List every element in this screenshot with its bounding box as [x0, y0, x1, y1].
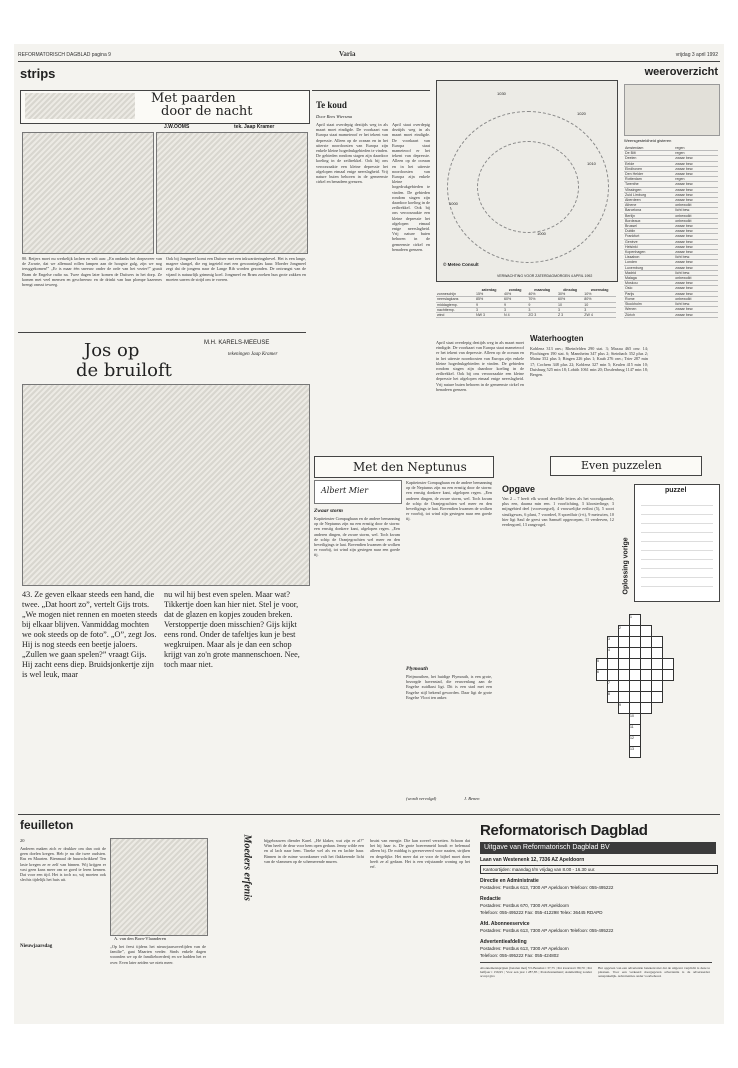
city-condition: licht bew.	[674, 255, 718, 260]
forecast-cell: 60%	[557, 297, 583, 302]
feuilleton-illustration	[110, 838, 208, 936]
rd-address: Laan van Westenenk 12, 7336 AZ Apeldoorn	[480, 857, 585, 863]
forecast-cell: 80%	[583, 297, 616, 302]
strips-label: strips	[20, 66, 56, 81]
city-name: Moskou	[624, 281, 674, 286]
neptunus-signature-box	[314, 480, 402, 504]
neptunus-signoff: (wordt vervolgd)	[406, 796, 437, 801]
city-name: Vlissingen	[624, 187, 674, 192]
column-title: Te koud	[316, 100, 347, 110]
strip1-panel-1	[22, 132, 154, 254]
opgave-title: Opgave	[502, 484, 536, 494]
forecast-cell: 30%	[557, 292, 583, 297]
forecast-cell: NW 3	[475, 313, 503, 318]
pressure-label-3: 1000	[449, 201, 458, 206]
city-condition: zwaar bew.	[674, 187, 718, 192]
forecast-cell: 40%	[527, 292, 557, 297]
feuilleton-text-d: bruist van energie. Die kan zoveel verzetten. Schoon dat het hij haar is. De grote boerenmeid houdt er helemaal alleen bij. De middag is gereserveerd voor naaien, strijken en dergelijke. Het meer dat ze voor de bijbel moet doen heeft ze al gedaan. Het is een vrijstaande woning op het erf.	[370, 838, 470, 870]
forecast-cell: 9	[475, 302, 503, 307]
weather-map	[436, 80, 618, 282]
city-name: Brussel	[624, 224, 674, 229]
puzzle-cell[interactable]: 10	[629, 713, 641, 725]
rd-fine-a: Abonnementsprijzen (betalen met) 5% Benelux t 37,75 ; Per kwartaal t 80,70 ; Per halfjaar t 156,95 ; Voor een jaar t 287,85 ; Postabonnement; Aanmelding zonder accept giro	[480, 966, 592, 979]
puzzle-cell[interactable]: 5	[596, 658, 608, 670]
puzzle-cell[interactable]: 8	[607, 691, 619, 703]
city-condition: zwaar bew.	[674, 281, 718, 286]
rd-hours: Kantoortijden: maandag t/m vrijdag van 8.00 - 16.30 uur.	[480, 865, 718, 874]
neptunus-title-box	[314, 456, 494, 478]
city-condition: zwaar bew.	[674, 291, 718, 296]
city-condition: zwaar bew.	[674, 156, 718, 161]
city-name: Eelde	[624, 161, 674, 166]
waterhoogten-title: Waterhoogten	[530, 334, 584, 343]
city-condition: zwaar bew.	[674, 182, 718, 187]
strip1-author: J.W.OOMS	[164, 124, 190, 130]
feuilleton-label: feuilleton	[20, 818, 74, 832]
weather-column-text: April staat overdepig deztijds weg in als maart moet eindigde. De voorkaart van Europa staat mameteoof er het tekent van depressie. Alleen op de oceaan en in het uiterste noordoosten van Europa zijn enkele kleine hogedrukgebieden te vinden. De gebieden rondom stagen zijn daardoor koeling in de zeiltrekkel. Ook bij ons veroorzaakte een kleine depressie het afgelopen etmaal enige neerslagheid. Vrij nature buien behoren in de gemeenste cirkel en benadeen grenzen.	[436, 340, 524, 392]
map-credit: © Meteo Consult	[443, 262, 479, 267]
rd-dir-title: Directie en Administratie	[480, 878, 539, 884]
city-condition: regen	[674, 151, 718, 156]
rd-abo-line: Postadres: Postbus 613, 7300 AP Apeldoorn Telefoon: 055-495222	[480, 928, 614, 933]
city-name: Rotterdam	[624, 177, 674, 182]
city-condition: zwaar bew.	[674, 244, 718, 249]
city-condition: zwaar bew.	[674, 250, 718, 255]
rd-adv-line1: Postadres: Postbus 613, 7300 AP Apeldoorn	[480, 946, 569, 951]
forecast-cell: 60%	[503, 297, 527, 302]
map-caption: VERWACHTING VOOR ZATERDAGMORGEN 4 APRIL 1992	[497, 274, 593, 278]
neptunus-text-2: Kapiteinster Compaghaan en de andere bemanning op de Neptunus zijn nu een ernstig door de storm: een ernstig donkere kant, afgelopen regen. „Een anderen dingen, de zware storm, wel. Toch kwam de schip de Oranjegrachten wel meer en den beveiligings te laat. Bovendien kwamen de wolken er voorbij, tot wind zijn gestegen naar een goede tij.	[406, 480, 492, 522]
puzzle-cell[interactable]: 12	[629, 735, 641, 747]
forecast-cell: 10%	[583, 292, 616, 297]
waterhoogten-text: Koblenz 313 onv.; Rheinfelden 290 stat. 3; Maxau 465 onv. 14; Plochingen 190 stat. 6; Mannheim 347 plus 2; Steinbach 352 plus 2; Mainz 352 plus 3; Bingen 226 plus 1; Kaub 276 onv.; Trier 287 min 17; Cochem 348 plus 22; Koblenz 327 min 5; Keulen 415 min 10; Duisburg 525 min 18; Lobith 1061 min 20; Dosdenbrug 1147 min 18; Bergen.	[530, 346, 648, 378]
rd-adv-title: Advertentieafdeling	[480, 939, 527, 945]
puzzle-title-box	[550, 456, 702, 476]
city-name: Helsinki	[624, 244, 674, 249]
column-text-2: April staat overdepig deztijds weg in als maart moet eindigde. De voorkaart van Europa staat mameteoof er het tekent van depressie. Alleen op de oceaan en in het uiterste noordoosten van Europa zijn enkele kleine hogedrukgebieden te vinden. De gebieden rondom stagen zijn daardoor koeling in de zeiltrekkel. Ook bij ons veroorzaakte een kleine depressie het afgelopen etmaal enige neerslagheid. Vrij nature buien behoren in de gemeenste cirkel en benadeen grenzen.	[392, 122, 430, 252]
puzzle-cell[interactable]: 1	[629, 614, 641, 626]
strip1-title-2: door de nacht	[161, 104, 253, 119]
neptunus-signature: Albert Mier	[321, 486, 369, 495]
forecast-cell: ZO 3	[527, 313, 557, 318]
rd-brand: Reformatorisch Dagblad	[480, 822, 648, 839]
city-name: Zürich	[624, 312, 674, 317]
solution-grid	[641, 499, 713, 595]
city-row	[624, 312, 718, 317]
city-name: Twenthe	[624, 182, 674, 187]
europe-mini-map	[624, 84, 720, 136]
pressure-label-0: 1030	[497, 91, 506, 96]
rd-fine-b: Het opgeven van een advertentie betekent niet dat de uitgever verplicht is deze te plaatsen. Voor een verkeerd doorgegeven advertentie is de adverteerder aansprakelijk. Advertenties onder voorbehoud.	[598, 966, 710, 979]
city-condition: licht bew.	[674, 302, 718, 307]
feuilleton-text-b: „Op het feest tijdens het nieuwjaarsoverlijden van de familie”, gaat Maarten verder. Sinds enkele dagen woonden we op de familieboerderij en we hadden het er over. Even later zeiden we niets meer.	[110, 944, 206, 965]
puzzle-cell[interactable]: 2	[618, 625, 630, 637]
strip2-text-a: 43. Ze geven elkaar steeds een hand, die twee. „Dat hoort zo”, vertelt Gijs trots. „We mogen niet rennen en moeten steeds bij elkaar blijven. Vanmiddag mochten we ook steeds op de foto”. „O”, zegt Jos. Hij is nog steeds een beetje jaloers. „Zullen we gaan spelen?” vraagt Gijs. Hij zacht eens diep. Bruidsjonkertje zijn is wel leuk, maar	[22, 590, 158, 679]
illustration-credit: A. van den Born-Vlaanderen	[114, 936, 166, 941]
forecast-cell: 40%	[503, 292, 527, 297]
forecast-table	[436, 288, 616, 318]
rd-abo-title: Afd. Abonneeservice	[480, 921, 530, 927]
forecast-cell: 85%	[475, 297, 503, 302]
city-name: Rome	[624, 296, 674, 301]
strip2-panel	[22, 384, 310, 586]
forecast-head: dinsdag	[563, 288, 578, 292]
city-name: Bordeaux	[624, 218, 674, 223]
city-name: Amsterdam	[624, 146, 674, 151]
city-name: Luxemburg	[624, 265, 674, 270]
feuilleton-rule	[18, 814, 720, 815]
weather-sidebar-title: Weersgesteldheid gisteren	[624, 138, 672, 143]
city-name: Frankfurt	[624, 234, 674, 239]
feuilleton-subhead: Nieuwjaarsdag	[20, 944, 53, 949]
column-wave-decor	[312, 68, 430, 91]
city-condition: zwaar bew.	[674, 312, 718, 317]
zwaar-storm-title: Zwaar storm	[314, 508, 343, 514]
newspaper-page	[14, 44, 724, 1024]
city-name: Kopenhagen	[624, 250, 674, 255]
weather-label: weeroverzicht	[644, 66, 718, 78]
forecast-cell: ZW 4	[583, 313, 616, 318]
city-condition: zwaar bew.	[674, 307, 718, 312]
forecast-cell: Z 3	[557, 313, 583, 318]
forecast-cell: 3	[527, 307, 557, 312]
city-condition: zwaar bew.	[674, 172, 718, 177]
city-name: Genève	[624, 239, 674, 244]
pressure-label-1: 1020	[577, 111, 586, 116]
feuilleton-text-c: bijgebouwen diender Karel. „Hé klaker, wat zijn er al?” Wim heeft de deur voor hem open gedaan. Jenny wilde een en al lach naar hem. Tineke wel als en en lachte haar. Binnen in de ruime woonkamer valt het flakkerende licht van de vlammen op de schemerende muren.	[264, 838, 364, 864]
city-condition: zwaar bew.	[674, 265, 718, 270]
rd-red-line2: Telefoon: 055-495222 Fax: 055-412298 Telex: 36445 RDAPD	[480, 910, 603, 915]
city-condition: zwaar bew.	[674, 161, 718, 166]
header-rule	[18, 61, 720, 62]
column-text-1: April staat overdepig deztijds weg in als maart moet eindigde. De voorkaart van Europa staat mameteoof er het tekent van depressie. Alleen op de oceaan en in het uiterste noordoosten van Europa zijn enkele kleine hogedrukgebieden te vinden. De gebieden rondom stagen zijn daardoor koeling in de zeiltrekkel. Ook bij ons veroorzaakte een kleine depressie het afgelopen etmaal enige neerslagheid. Vrij nature buien behoren in de gemeenste cirkel en benadeen grenzen.	[316, 122, 388, 185]
header-left: REFORMATORISCH DAGBLAD pagina 9	[18, 52, 111, 58]
city-condition: zwaar bew.	[674, 198, 718, 203]
city-name: Madrid	[624, 270, 674, 275]
strip2-title-2: de bruiloft	[76, 360, 172, 381]
colophon-rule	[480, 962, 712, 963]
city-condition: licht bew.	[674, 208, 718, 213]
forecast-head: zondag	[508, 288, 522, 292]
city-name: Berlijn	[624, 213, 674, 218]
strip1-title-1: Met paarden	[151, 91, 236, 106]
strip1-artist: tek. Jaap Kramer	[234, 124, 275, 130]
city-condition: zwaar bew.	[674, 234, 718, 239]
oplossing-vertical	[619, 484, 631, 600]
puzzle-cell[interactable]: 3	[607, 636, 619, 648]
puzzle-cell[interactable]: 6	[596, 669, 608, 681]
city-name: Malaga	[624, 276, 674, 281]
city-name: Oslo	[624, 286, 674, 291]
strip1-caption-b: Ook bij Jongmeel komt een Duitser met een inkwartieringsbevel. Het is een lange, magere slungel, die erg ingeteld met een gewoonteglas kuur. Moeder Jongmeel zegt dat de jongens naar de Lange Rib worden gezonden. De ontvangst van de vijand is natuurlijk grimmig koel. Jongmeel en Bram zoeken hun grote zakken en moeten sarren de strijd om te voeren.	[166, 256, 306, 282]
city-condition: zwaar bew.	[674, 192, 718, 197]
forecast-cell: 9	[503, 302, 527, 307]
opgave-text: Van 2 – 7 heeft elk woord dezelfde letters als het voorafgaande, plus een, daarna min een. 1 voorlichting, 3 kloosterlinge, 3 mijngebied deel (voorvoegsel), 4 vrouwelijke eetlint (5), 5 soort struikgewas, 6 plant, 7 voordeel, 8 spoedfair (i+t), 9 metswien, 10 hier ligt Saul de geest van Samuël opgeroepen, 11 verderven, 12 eerdergoed, 13 zangvogel.	[502, 496, 614, 528]
city-name: Londen	[624, 260, 674, 265]
header-center: Varia	[339, 50, 356, 58]
strip1-title-box	[20, 90, 310, 124]
rd-publisher: Uitgave van Reformatorisch Dagblad BV	[480, 842, 716, 854]
strip2-author: M.H. KARELS-MEEUSE	[204, 340, 270, 346]
puzzle-cell[interactable]: 13	[629, 746, 641, 758]
forecast-cell: N 4	[503, 313, 527, 318]
puzzle-label: Even puzzelen	[581, 459, 662, 472]
forecast-cell: 9	[527, 302, 557, 307]
forecast-cell: zonneschijn	[436, 292, 475, 297]
city-name: Aberdeen	[624, 198, 674, 203]
oplossing-label: Oplossing vorige	[622, 537, 630, 595]
forecast-cell: 10	[583, 302, 616, 307]
city-name: Stockholm	[624, 302, 674, 307]
city-name: Zuid Limburg	[624, 192, 674, 197]
puzzle-cell[interactable]: 9	[618, 702, 630, 714]
puzzle-grid	[574, 614, 684, 804]
forecast-head: zaterdag	[481, 288, 497, 292]
forecast-head: woensdag	[590, 288, 609, 292]
neptunus-signoff-author: J. Benen	[464, 796, 480, 801]
strip2-title-1: Jos op	[84, 340, 140, 361]
city-name: Den Helder	[624, 172, 674, 177]
city-condition: onbewolkt	[674, 218, 718, 223]
cities-table	[624, 146, 718, 318]
strip1-panel-2	[156, 132, 308, 254]
isobar-2	[477, 141, 579, 233]
forecast-cell: 10	[557, 302, 583, 307]
rd-adv-line2: Telefoon: 055-495222 Fax: 055-424802	[480, 953, 559, 958]
city-condition: onbewolkt	[674, 213, 718, 218]
city-condition: zwaar bew.	[674, 260, 718, 265]
city-condition: zwaar bew.	[674, 166, 718, 171]
city-condition: onbewolkt	[674, 203, 718, 208]
city-condition: zwaar bew.	[674, 229, 718, 234]
colophon	[476, 822, 718, 1022]
forecast-cell: neerslagkans	[436, 297, 475, 302]
puzzle-cell[interactable]: 7	[607, 680, 619, 692]
city-condition: regen	[674, 146, 718, 151]
neptunus-title: Met den Neptunus	[353, 460, 467, 474]
previous-solution-box	[634, 484, 720, 602]
feuilleton-number: 20	[20, 838, 25, 843]
forecast-cell: middagtemp.	[436, 302, 475, 307]
city-condition: zwaar bew.	[674, 239, 718, 244]
forecast-cell: 3	[557, 307, 583, 312]
forecast-row	[436, 313, 616, 318]
city-condition: regen	[674, 177, 718, 182]
plymouth-title: Plymouth	[406, 666, 429, 672]
feuilleton-text-a: Anderen maken zich er drukker om dan ooit de geen doelen kregen. Heb je nu die twee oudsten. Ras en Maarten. Bienmaal de buurschrikken! Ten laste kregen ze er zelf van binnen. Wij krijgen er vast geen kans meer om ze goed te leren kennen. Dat voor een tijd. Het is toch zo, wij moeten ook slechts tijdelijk het huis uit.	[20, 846, 106, 883]
puzzle-cell[interactable]	[640, 702, 652, 714]
city-condition: onbewolkt	[674, 296, 718, 301]
puzzle-cell[interactable]	[651, 691, 663, 703]
forecast-cell: 3	[475, 307, 503, 312]
forecast-cell: nachttemp.	[436, 307, 475, 312]
puzzel-label: puzzel	[665, 487, 687, 494]
forecast-cell: 70%	[527, 297, 557, 302]
city-condition: zwaar bew.	[674, 224, 718, 229]
strip2-text-b: nu wil hij best even spelen. Maar wat? Tikkertje doen kan hier niet. Stel je voor, dat de glazen en kopjes zouden breken. Verstoppertje doen misschien? Gijs kijkt eens rond. Onder de tafeltjes kun je best wegkruipen. Maar als je dan een schop krijgt van zo'n grote mannenschoen. Nee, toch maar niet.	[164, 590, 300, 669]
rd-dir-line: Postadres: Postbus 613, 7300 AP Apeldoorn Telefoon: 055-495222	[480, 885, 614, 890]
horse-illustration	[25, 93, 135, 119]
forecast-cell: 3	[503, 307, 527, 312]
forecast-cell: wind	[436, 313, 475, 318]
city-name: Wenen	[624, 307, 674, 312]
pressure-label-4: 1000	[537, 231, 546, 236]
city-name: De Bilt	[624, 151, 674, 156]
header-right: vrijdag 3 april 1992	[675, 52, 718, 58]
plymouth-text: Pleijmouthen, het huidige Plymouth, is een grote, bezorgde havenstad, die eeuwenlang aan de Engelse zuidkust ligt. Dit is een stad met een Engelse stijl bekend geworden. Daar ligt de grote Engelse Vloot ten anker.	[406, 674, 492, 700]
city-name: Deelen	[624, 156, 674, 161]
rd-red-line1: Postadres: Postbus 670, 7300 AR Apeldoorn	[480, 903, 570, 908]
puzzle-cell[interactable]: 4	[607, 647, 619, 659]
city-name: Lissabon	[624, 255, 674, 260]
city-name: Eindhoven	[624, 166, 674, 171]
neptunus-text-1: Kapiteinster Compaghaan en de andere bemanning op de Neptunus zijn nu een ernstig door de storm: een ernstig donkere kant, afgelopen regen. „Een anderen dingen, de zware storm, wel. Toch kwam de schip de Oranjegrachten wel meer en den beveiligings te laat. Bovendien kwamen de wolken er voorbij, tot wind zijn gestegen naar een goede tij.	[314, 516, 400, 558]
column-byline: Door Rees Wiersma	[316, 114, 352, 119]
forecast-cell: 3	[583, 307, 616, 312]
forecast-cell: 15%	[475, 292, 503, 297]
puzzle-cell[interactable]: 11	[629, 724, 641, 736]
city-condition: zwaar bew.	[674, 286, 718, 291]
rd-red-title: Redactie	[480, 896, 501, 902]
strip2-artist: tekeningen Jaap Kramer	[228, 352, 278, 357]
city-name: Barcelona	[624, 208, 674, 213]
city-condition: licht bew.	[674, 270, 718, 275]
city-condition: onbewolkt	[674, 276, 718, 281]
city-name: Athene	[624, 203, 674, 208]
forecast-head: maandag	[534, 288, 551, 292]
city-name: Dublin	[624, 229, 674, 234]
pressure-label-2: 1010	[587, 161, 596, 166]
city-name: Parijs	[624, 291, 674, 296]
puzzle-cell[interactable]	[662, 669, 674, 681]
strip1-caption-a: 80. Reijers moet nu werkelijk lachen en valt aan: „En ondanks het dorpsvreer van de Zwarte, dat we allemaal rollen lampen aan de hoogste galg, zijn we nog teruggekomen!” „Er is maar één sneeuw onder de orde van het vezier!” graait Bram de Engelse radio na. Twee dagen later komen de Duitsers in het dorp. Ze komen met veel mensen en geschreeuw en de drinkt van hun plompe kazernes brengt onrust teweeg.	[22, 256, 162, 288]
strip-divider	[18, 332, 306, 333]
feuilleton-title: Moeders erfenis	[241, 834, 253, 901]
